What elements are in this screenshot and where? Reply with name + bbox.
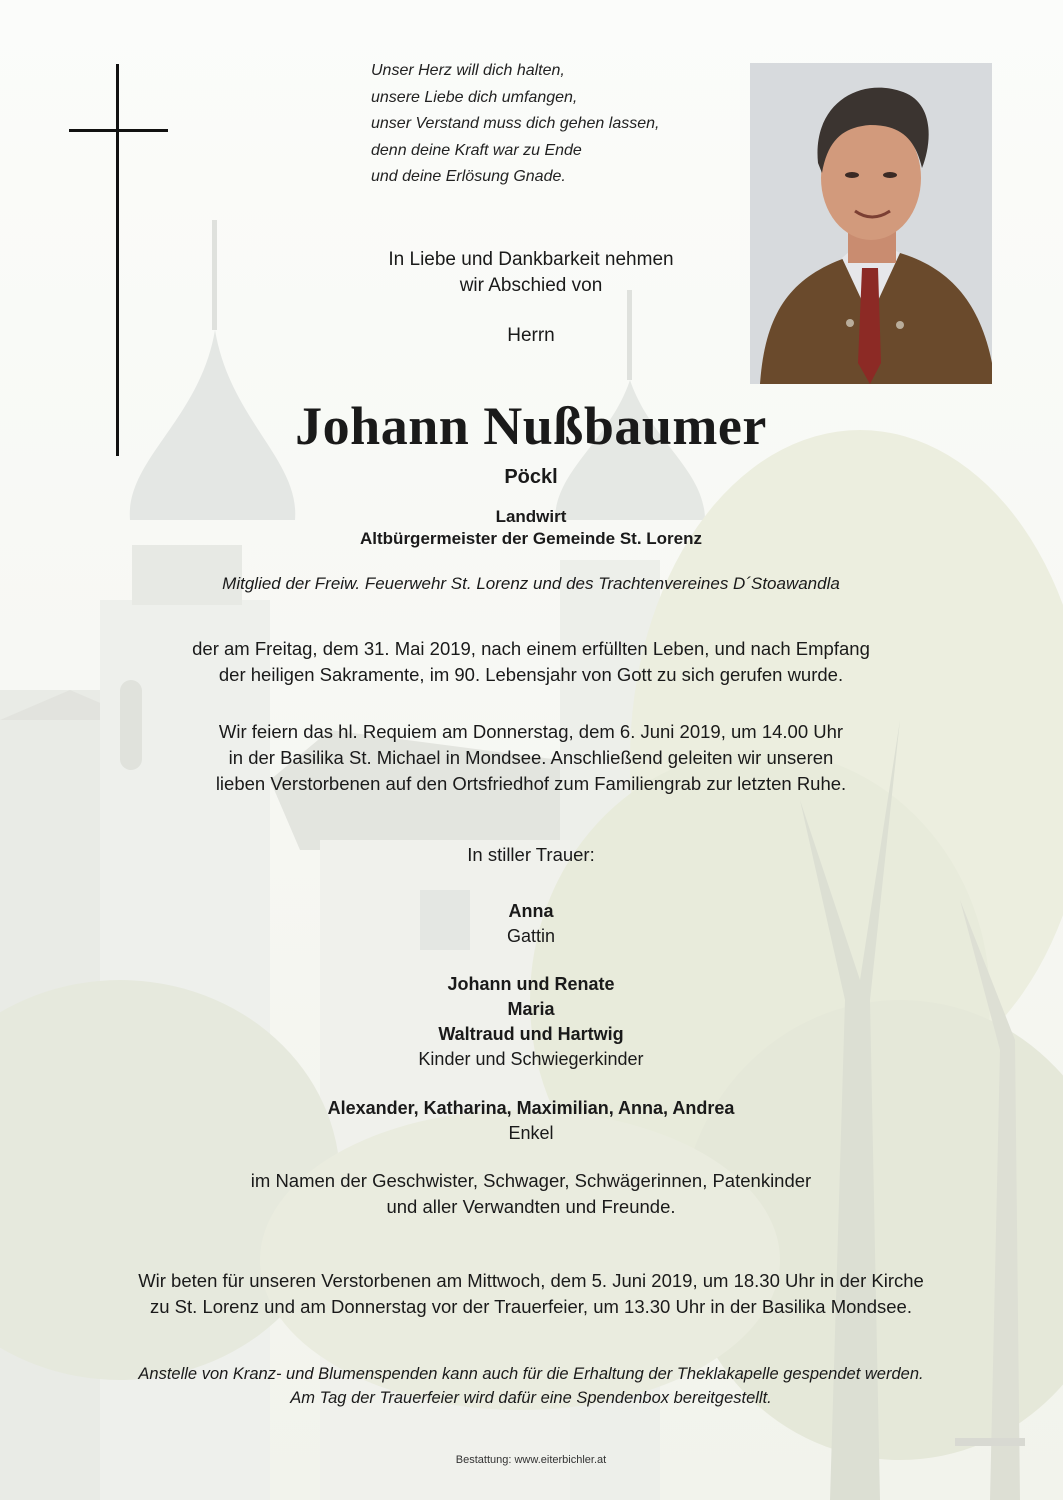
deceased-name: Johann Nußbaumer xyxy=(295,396,767,456)
role-line: Altbürgermeister der Gemeinde St. Lorenz xyxy=(360,529,702,548)
cross-vertical-beam xyxy=(116,64,119,456)
poem-line: und deine Erlösung Gnade. xyxy=(371,168,566,185)
death-notice-line: der am Freitag, dem 31. Mai 2019, nach einem erfüllten Leben, und nach Empfang xyxy=(192,638,870,659)
nickname: Pöckl xyxy=(504,466,558,488)
requiem-notice xyxy=(81,719,981,797)
poem-line: unsere Liebe dich umfangen, xyxy=(371,88,578,106)
death-notice xyxy=(81,636,981,688)
relatives-line: und aller Verwandten und Freunde. xyxy=(386,1196,676,1217)
requiem-line: lieben Verstorbenen auf den Ortsfriedhof zum Familiengrab zur letzten Ruhe. xyxy=(215,773,847,794)
child-name: Waltraud und Hartwig xyxy=(438,1024,624,1044)
relatives-notice xyxy=(131,1168,931,1220)
intro-line: wir Abschied von xyxy=(459,275,603,296)
cross-horizontal-beam xyxy=(69,129,168,132)
intro-line: In Liebe und Dankbarkeit nehmen xyxy=(388,249,674,270)
mourning-title: In stiller Trauer: xyxy=(467,844,595,865)
grandchildren-role: Enkel xyxy=(508,1123,554,1143)
prayer-line: Wir beten für unseren Verstorbenen am Mittwoch, dem 5. Juni 2019, um 18.30 Uhr in der Kirche xyxy=(138,1270,924,1291)
role-line: Landwirt xyxy=(495,507,567,526)
prayer-notice xyxy=(31,1268,1031,1320)
children-role: Kinder und Schwiegerkinder xyxy=(418,1049,644,1069)
grandchildren-names: Alexander, Katharina, Maximilian, Anna, Andrea xyxy=(327,1098,735,1118)
child-name: Johann und Renate xyxy=(447,974,615,994)
spouse-name: Anna xyxy=(508,901,554,921)
donation-line: Am Tag der Trauerfeier wird dafür eine Spendenbox bereitgestellt. xyxy=(290,1389,772,1407)
poem-line: unser Verstand muss dich gehen lassen, xyxy=(371,115,660,132)
relatives-line: im Namen der Geschwister, Schwager, Schwägerinnen, Patenkinder xyxy=(250,1170,812,1191)
roles xyxy=(231,506,831,550)
child-name: Maria xyxy=(507,999,555,1019)
spouse-group xyxy=(331,899,731,949)
spouse-role: Gattin xyxy=(506,926,556,946)
donation-notice xyxy=(31,1362,1031,1410)
membership: Mitglied der Freiw. Feuerwehr St. Lorenz und des Trachtenvereines D´Stoawandla xyxy=(222,574,840,593)
funeral-home-footer: Bestattung: www.eiterbichler.at xyxy=(455,1454,607,1466)
requiem-line: Wir feiern das hl. Requiem am Donnerstag, dem 6. Juni 2019, um 14.00 Uhr xyxy=(218,721,844,742)
salutation: Herrn xyxy=(507,325,555,346)
death-notice-line: der heiligen Sakramente, im 90. Lebensjahr von Gott zu sich gerufen wurde. xyxy=(218,664,844,685)
farewell-intro xyxy=(331,247,731,299)
donation-line: Anstelle von Kranz- und Blumenspenden kann auch für die Erhaltung der Theklakapelle gespendet werden. xyxy=(138,1365,924,1383)
prayer-line: zu St. Lorenz und am Donnerstag vor der Trauerfeier, um 13.30 Uhr in der Basilika Mondsee. xyxy=(150,1296,912,1317)
poem-line: Unser Herz will dich halten, xyxy=(371,62,565,79)
portrait-photo xyxy=(750,63,992,384)
children-group xyxy=(231,972,831,1072)
poem-line: denn deine Kraft war zu Ende xyxy=(371,141,582,159)
requiem-line: in der Basilika St. Michael in Mondsee. Anschließend geleiten wir unseren xyxy=(228,747,834,768)
poem xyxy=(371,58,731,191)
grandchildren-group xyxy=(131,1096,931,1146)
